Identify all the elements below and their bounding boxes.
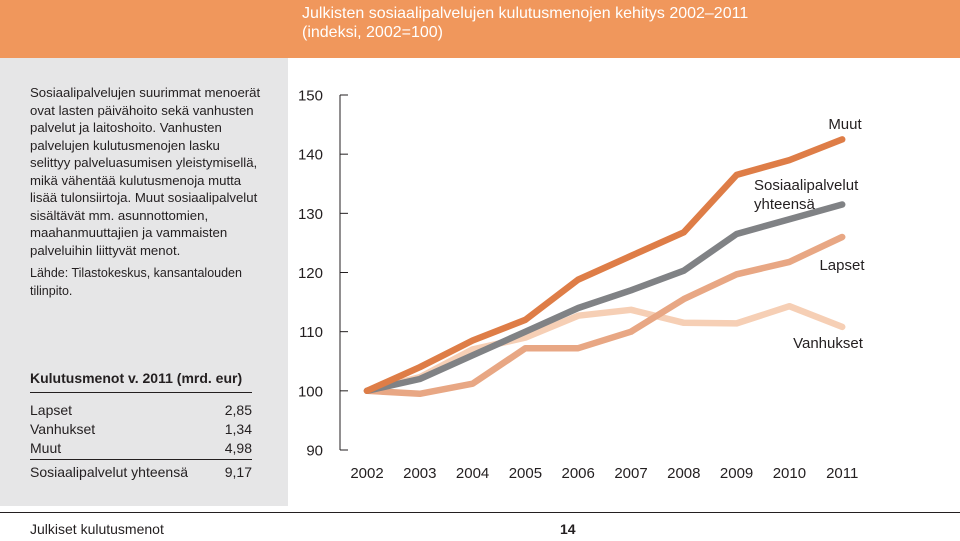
x-tick-label: 2007 [614,465,648,482]
series-label: Muut [828,116,862,133]
source-note: Lähde: Tilastokeskus, kansantalouden tilinpito. [30,266,242,298]
series-line [367,306,842,391]
x-tick-label: 2009 [719,465,754,482]
x-tick-label: 2010 [772,465,807,482]
x-tick-label: 2008 [667,465,701,482]
x-tick-label: 2006 [561,465,595,482]
series-label: yhteensä [754,196,815,213]
series-label: Lapset [819,257,865,274]
sidebar-note: Sosiaalipalvelujen suurimmat menoerät ovat lasten päivähoito sekä vanhusten palvelut ja laitoshoito. Vanhusten palvelujen kulutusmenojen lasku selittyy palveluasumisen yleistymisellä, mikä vähentää kulutusmenoja mutta lisää tulonsiirtoja. Muut sosiaalipalvelut sisältävät mm. asunnottomien, maahanmuuttajien ja vammaisten palveluihin liittyvät menot. [30,85,261,258]
y-tick-label: 110 [299,324,323,342]
x-tick-label: 2004 [455,465,490,482]
x-tick-label: 2005 [508,465,543,482]
table-row-label: Lapset [30,402,73,418]
table-row-value: 4,98 [224,440,252,456]
page-number: 14 [560,521,576,537]
table-title: Kulutusmenot v. 2011 (mrd. eur) [30,370,243,386]
table-row-label: Muut [30,440,62,456]
y-tick-label: 100 [297,383,323,401]
y-tick-label: 120 [297,265,323,282]
x-tick-label: 2011 [826,465,859,482]
table-total-value: 9,17 [224,464,252,480]
footer-section-title: Julkiset kulutusmenot [30,521,164,537]
x-tick-label: 2002 [350,465,384,482]
footer-divider [0,512,960,513]
table-row-label: Vanhukset [30,421,96,437]
y-tick-label: 140 [297,146,323,164]
chart-title: Julkisten sosiaalipalvelujen kulutusmenojen kehitys 2002–2011 [302,5,749,22]
x-tick-label: 2003 [403,465,437,482]
series-label: Vanhukset [793,335,863,352]
table-row-value: 1,34 [224,421,252,437]
y-tick-label: 130 [297,205,323,223]
series-line [367,205,842,391]
chart-subtitle: (indeksi, 2002=100) [302,24,443,41]
y-tick-label: 90 [306,442,323,460]
series-label: Sosiaalipalvelut [754,177,859,194]
table-row-value: 2,85 [224,402,252,418]
y-tick-label: 150 [297,87,323,105]
table-total-label: Sosiaalipalvelut yhteensä [30,464,188,480]
